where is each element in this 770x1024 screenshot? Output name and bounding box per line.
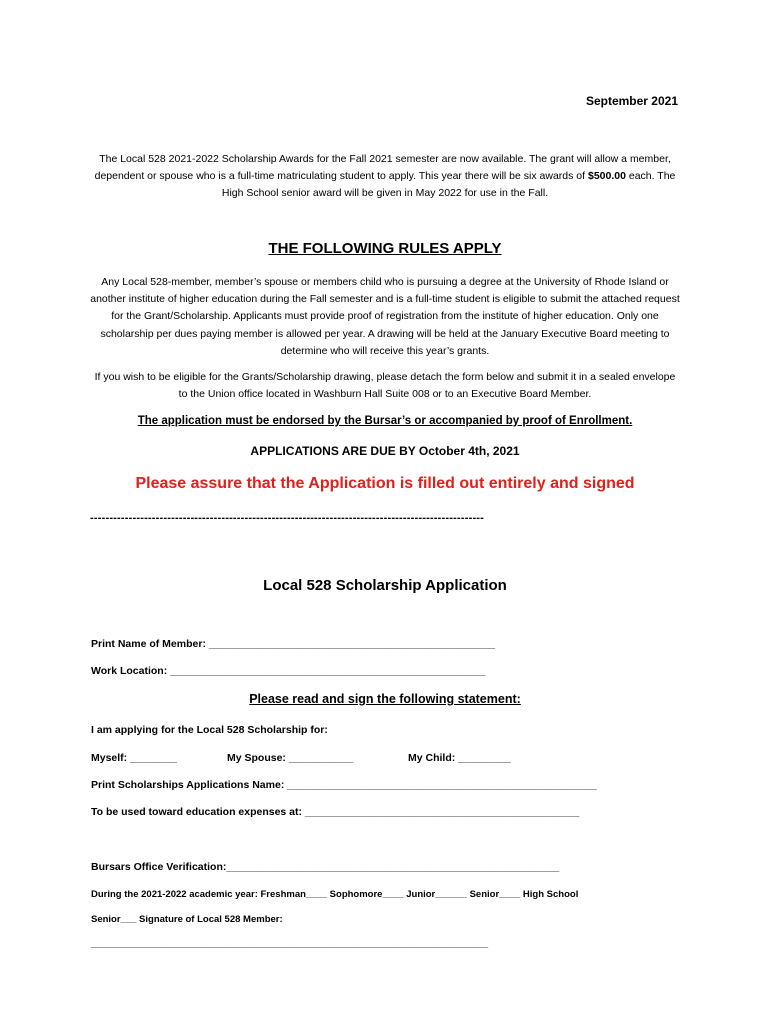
intro-text-end: each. The High School senior award will be given in May 2022 for use in the Fall. — [221, 170, 676, 200]
member-name-field[interactable]: Print Name of Member: _________________________________________________ — [91, 638, 495, 650]
child-field[interactable]: My Child: _________ — [408, 752, 511, 764]
spouse-field[interactable]: My Spouse: ___________ — [227, 752, 354, 764]
applying-for-label: I am applying for the Local 528 Scholarship for: — [91, 724, 328, 736]
statement-heading: Please read and sign the following statement: — [249, 692, 521, 706]
myself-field[interactable]: Myself: ________ — [91, 752, 177, 764]
applicant-name-field[interactable]: Print Scholarships Applications Name: _____________________________________________________ — [91, 779, 597, 791]
award-amount: $500.00 — [587, 170, 626, 183]
bursar-verification-field[interactable]: Bursars Office Verification:_________________________________________________________ — [91, 861, 560, 873]
document-date: September 2021 — [585, 94, 678, 108]
detach-divider: ------------------------------------------------------------------------------------------------------ — [90, 512, 485, 524]
signature-line[interactable]: ____________________________________________________________________ — [91, 937, 489, 949]
complete-application-warning: Please assure that the Application is filled out entirely and signed — [135, 475, 635, 492]
senior-signature-label[interactable]: Senior___ Signature of Local 528 Member: — [91, 914, 283, 925]
intro-text-start: The Local 528 2021-2022 Scholarship Awards for the Fall 2021 semester are now available. The grant will allow a member, dependent or spouse who is a full-time matriculating student to apply. This year there will be six awards of — [94, 153, 671, 183]
education-institution-field[interactable]: To be used toward education expenses at: _______________________________________________ — [91, 806, 580, 818]
rules-paragraph-submission: If you wish to be eligible for the Grants/Scholarship drawing, please detach the form below and submit it in a sealed envelope to the Union office located in Washburn Hall Suite 008 or to an Executive Board Member. — [94, 371, 676, 401]
due-date-notice: APPLICATIONS ARE DUE BY October 4th, 2021 — [250, 444, 520, 458]
work-location-field[interactable]: Work Location: ______________________________________________________ — [91, 665, 486, 677]
application-title: Local 528 Scholarship Application — [263, 577, 507, 594]
rules-heading: THE FOLLOWING RULES APPLY — [268, 240, 502, 257]
academic-year-field[interactable]: During the 2021-2022 academic year: Freshman____ Sophomore____ Junior______ Senior____ High School — [91, 889, 579, 900]
intro-paragraph — [88, 151, 682, 203]
endorsement-notice: The application must be endorsed by the Bursar’s or accompanied by proof of Enrollment. — [137, 415, 633, 427]
rules-paragraph-eligibility: Any Local 528-member, member’s spouse or members child who is pursuing a degree at the University of Rhode Island or another institute of higher education during the Fall semester and is a full-time student is eligible to submit the attached request for the Grant/Scholarship. Applicants must provide proof of registration from the institute of higher education. Only one scholarship per dues paying member is allowed per year. A drawing will be held at the January Executive Board meeting to determine who will receive this year’s grants. — [90, 276, 680, 357]
